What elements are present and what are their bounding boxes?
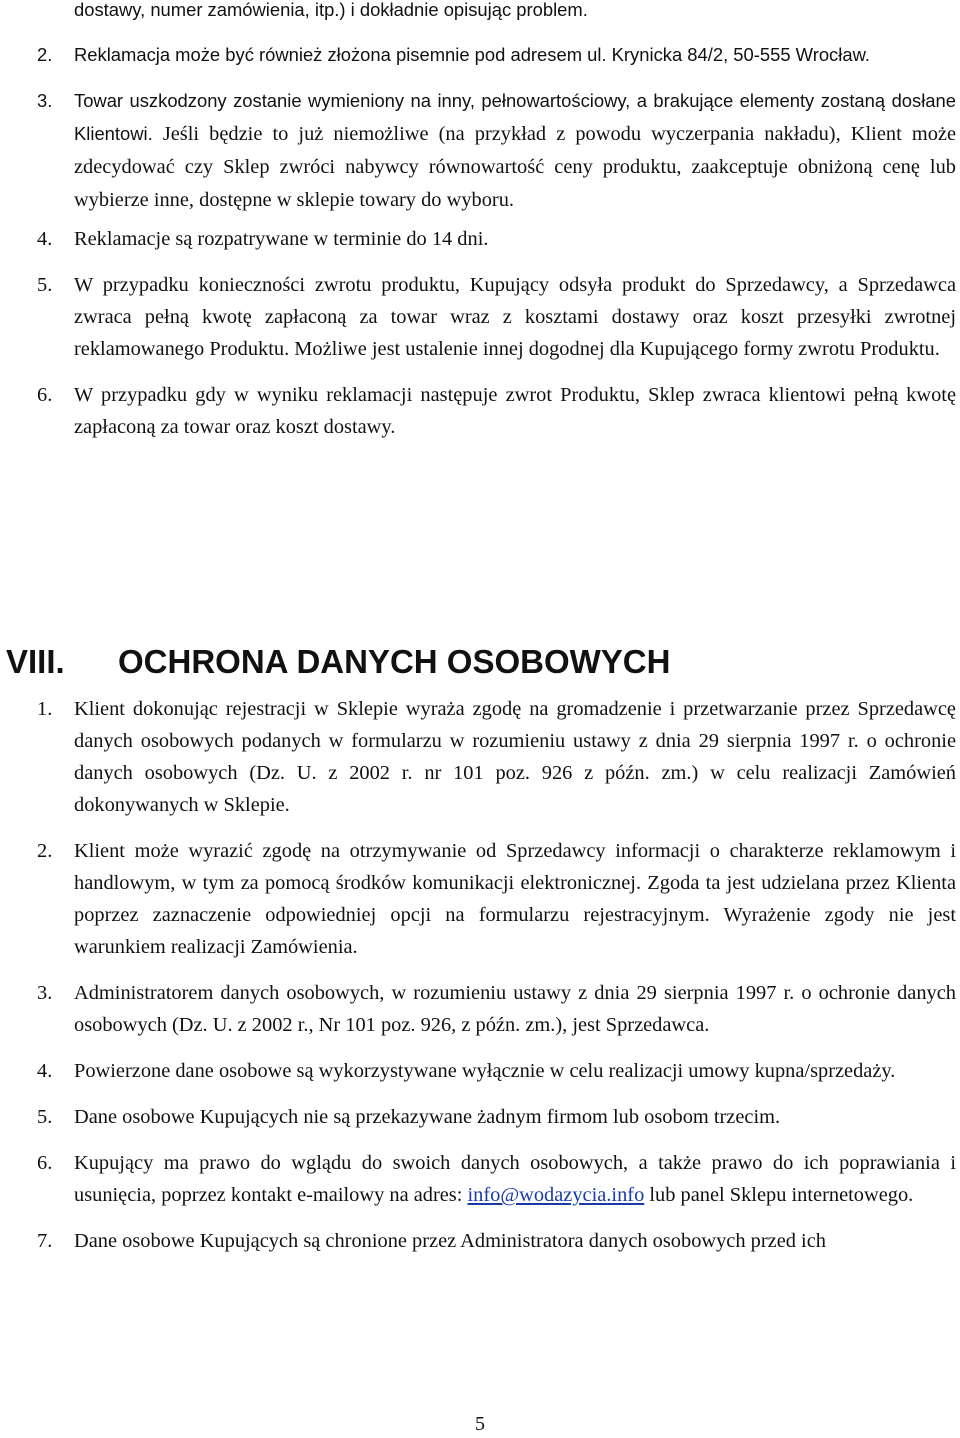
item-text-before-email: Kupujący ma prawo do wglądu do swoich danych osobowych, a także prawo do ich poprawiania i usunięcia, poprzez kontakt e-mailowy na adres: (74, 1152, 956, 1206)
continuation-line: dostawy, numer zamówienia, itp.) i dokładnie opisując problem. (74, 0, 588, 20)
section-heading (6, 640, 956, 684)
item-number: 4. (37, 1060, 53, 1082)
list-item (0, 269, 960, 365)
item-number: 5. (37, 274, 53, 296)
list-item (0, 1101, 960, 1133)
item-number: 6. (37, 1152, 53, 1174)
section-number: VIII. (6, 643, 65, 680)
item-text: Reklamacja może być również złożona pisemnie pod adresem ul. Krynicka 84/2, 50-555 Wrocław. (74, 44, 870, 65)
item-text-part-1: Towar uszkodzony zostanie wymieniony na inny, pełnowartościowy, a brakujące elementy zostaną dosłane Klientowi. (74, 90, 956, 144)
item-number: 2. (37, 840, 53, 862)
item-text: Dane osobowe Kupujących nie są przekazywane żadnym firmom lub osobom trzecim. (74, 1106, 781, 1128)
item-number: 4. (37, 228, 53, 250)
item-text-part-2: Jeśli będzie to już niemożliwe (na przykład z powodu wyczerpania nakładu), Klient może zdecydować czy Sklep zwróci nabywcy równowartość ceny produktu, zaakceptuje obniżoną cenę lub wybierze inne, dostępne w sklepie towary do wyboru. (74, 123, 956, 211)
item-text (74, 1147, 960, 1211)
list-item (0, 693, 960, 821)
list-item (0, 39, 960, 71)
item-text: Administratorem danych osobowych, w rozumieniu ustawy z dnia 29 sierpnia 1997 r. o ochronie danych osobowych (Dz. U. z 2002 r., Nr 101 poz. 926, z późn. zm.), jest Sprzedawca. (74, 982, 956, 1036)
item-number: 5. (37, 1106, 53, 1128)
list-item (0, 379, 960, 443)
data-protection-list (0, 693, 960, 1257)
item-text: W przypadku konieczności zwrotu produktu, Kupujący odsyła produkt do Sprzedawcy, a Sprzedawca zwraca pełną kwotę zapłaconą za towar wraz z kosztami dostawy oraz koszt przesyłki zwrotnej reklamowanego Produktu. Możliwe jest ustalenie innej dogodnej dla Kupującego formy zwrotu Produktu. (74, 274, 956, 360)
item-text: W przypadku gdy w wyniku reklamacji następuje zwrot Produktu, Sklep zwraca klientowi pełną kwotę zapłaconą za towar oraz koszt dostawy. (74, 384, 956, 438)
section-title: OCHRONA DANYCH OSOBOWYCH (118, 643, 671, 680)
item-number: 6. (37, 384, 53, 406)
list-item (0, 835, 960, 963)
page-number: 5 (475, 1413, 485, 1435)
item-number: 3. (37, 982, 53, 1004)
list-item (0, 1225, 960, 1257)
list-item (0, 85, 960, 217)
item-number: 7. (37, 1230, 53, 1252)
list-item (0, 977, 960, 1041)
complaints-list (0, 39, 960, 443)
item-number: 1. (37, 698, 53, 720)
item-text: Dane osobowe Kupujących są chronione przez Administratora danych osobowych przed ich (74, 1230, 826, 1252)
item-text: Klient może wyrazić zgodę na otrzymywanie od Sprzedawcy informacji o charakterze reklamowym i handlowym, w tym za pomocą środków komunikacji elektronicznej. Zgoda ta jest udzielana przez Klienta poprzez zaznaczenie odpowiedniej opcji na formularzu rejestracyjnym. Wyrażenie zgody nie jest warunkiem realizacji Zamówienia. (74, 840, 956, 958)
item-text: Powierzone dane osobowe są wykorzystywane wyłącznie w celu realizacji umowy kupna/sprzedaży. (74, 1060, 896, 1082)
email-link[interactable]: info@wodazycia.info (467, 1184, 645, 1206)
item-number: 2. (37, 44, 53, 65)
item-text (74, 85, 960, 217)
list-item (0, 1147, 960, 1211)
item-text: Reklamacje są rozpatrywane w terminie do 14 dni. (74, 228, 489, 250)
list-item (0, 1055, 960, 1087)
item-text: Klient dokonując rejestracji w Sklepie wyraża zgodę na gromadzenie i przetwarzanie przez Sprzedawcę danych osobowych podanych w formularzu w rozumieniu ustawy z dnia 29 sierpnia 1997 r. o ochronie danych osobowych (Dz. U. z 2002 r. nr 101 poz. 926 z późn. zm.) w celu realizacji Zamówień dokonywanych w Sklepie. (74, 698, 956, 816)
list-item (0, 223, 960, 255)
item-number: 3. (37, 90, 53, 111)
item-text-after-email: lub panel Sklepu internetowego. (644, 1184, 914, 1206)
